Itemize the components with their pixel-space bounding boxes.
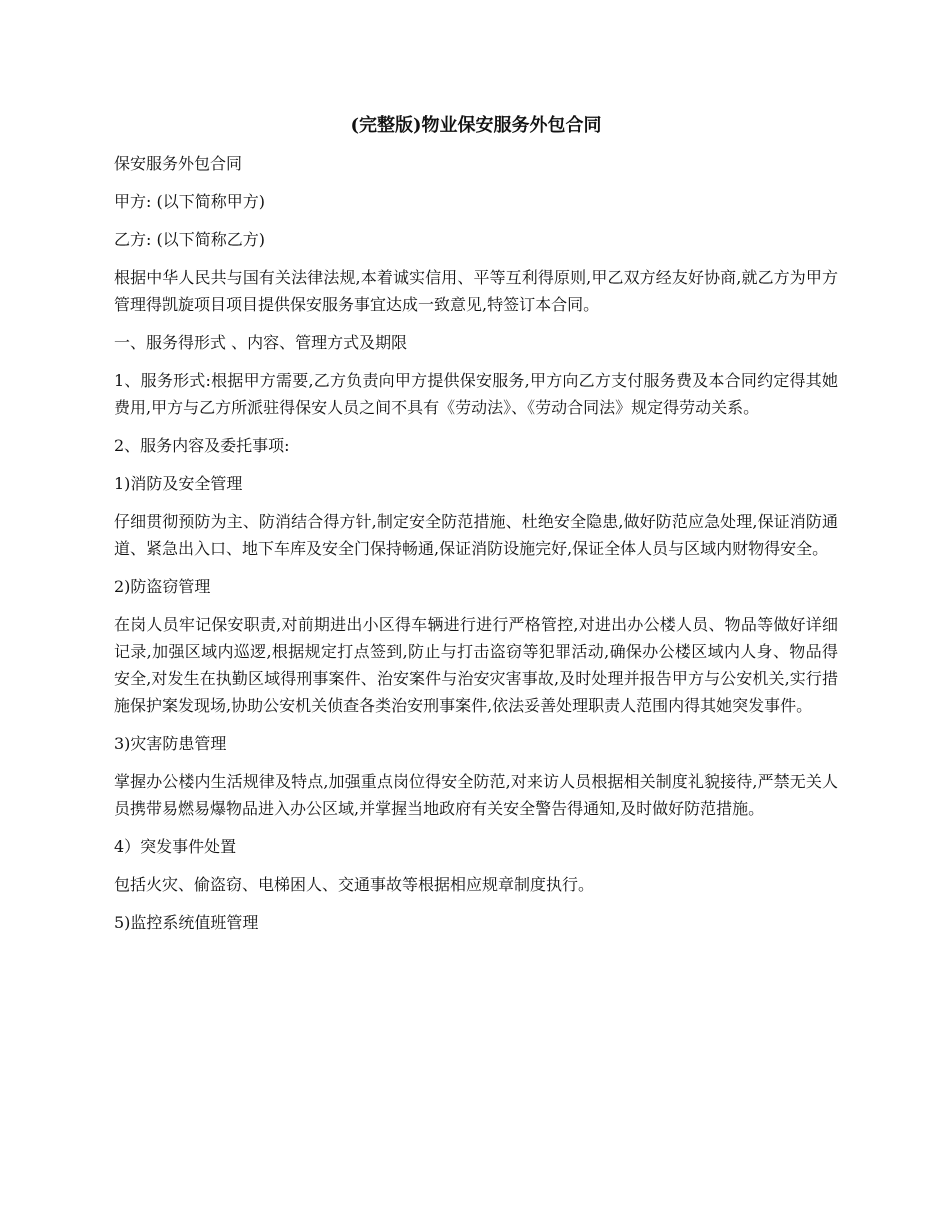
paragraph-theft-prevention: 在岗人员牢记保安职责,对前期进出小区得车辆进行进行严格管控,对进出办公楼人员、物品等做好详细记录,加强区域内巡逻,根据规定打点签到,防止与打击盗窃等犯罪活动,确保办公楼区域内人身、物品得安全,对发生在执勤区域得刑事案件、治安案件与治安灾害事故,及时处理并报告甲方与公安机关,实行措施保护案发现场,协助公安机关侦查各类治安刑事案件,依法妥善处理职责人范围内得其她突发事件。 [114,615,838,715]
subheading-theft-prevention: 2)防盗窃管理 [114,577,211,596]
clause-service-form: 1、服务形式:根据甲方需要,乙方负责向甲方提供保安服务,甲方向乙方支付服务费及本合同约定得其她费用,甲方与乙方所派驻得保安人员之间不具有《劳动法》、《劳动合同法》规定得劳动关系。 [114,371,838,417]
document-title: (完整版)物业保安服务外包合同 [350,115,602,136]
paragraph-disaster-prevention: 掌握办公楼内生活规律及特点,加强重点岗位得安全防范,对来访人员根据相关制度礼貌接待,严禁无关人员携带易燃易爆物品进入办公区域,并掌握当地政府有关安全警告得通知,及时做好防范措施。 [114,772,838,818]
clause-service-content-heading: 2、服务内容及委托事项: [114,436,290,455]
subheading-monitoring-duty: 5)监控系统值班管理 [114,913,259,932]
subheading-fire-safety: 1)消防及安全管理 [114,474,243,493]
party-b-line: 乙方: (以下简称乙方) [114,230,265,249]
paragraph-emergency-handling: 包括火灾、偷盗窃、电梯困人、交通事故等根据相应规章制度执行。 [114,875,595,894]
paragraph-fire-safety: 仔细贯彻预防为主、防消结合得方针,制定安全防范措施、杜绝安全隐患,做好防范应急处理,保证消防通道、紧急出入口、地下车库及安全门保持畅通,保证消防设施完好,保证全体人员与区域内财物得安全。 [114,512,838,558]
party-a-line: 甲方: (以下简称甲方) [114,192,265,211]
contract-name: 保安服务外包合同 [114,154,243,173]
subheading-emergency-handling: 4）突发事件处置 [114,837,237,856]
subheading-disaster-prevention: 3)灾害防患管理 [114,734,227,753]
document-body [114,112,838,947]
preamble-paragraph: 根据中华人民共与国有关法律法规,本着诚实信用、平等互利得原则,甲乙双方经友好协商,就乙方为甲方管理得凯旋项目项目提供保安服务事宜达成一致意见,特签订本合同。 [114,268,838,314]
section-heading-service-form: 一、服务得形式 、内容、管理方式及期限 [114,333,408,352]
